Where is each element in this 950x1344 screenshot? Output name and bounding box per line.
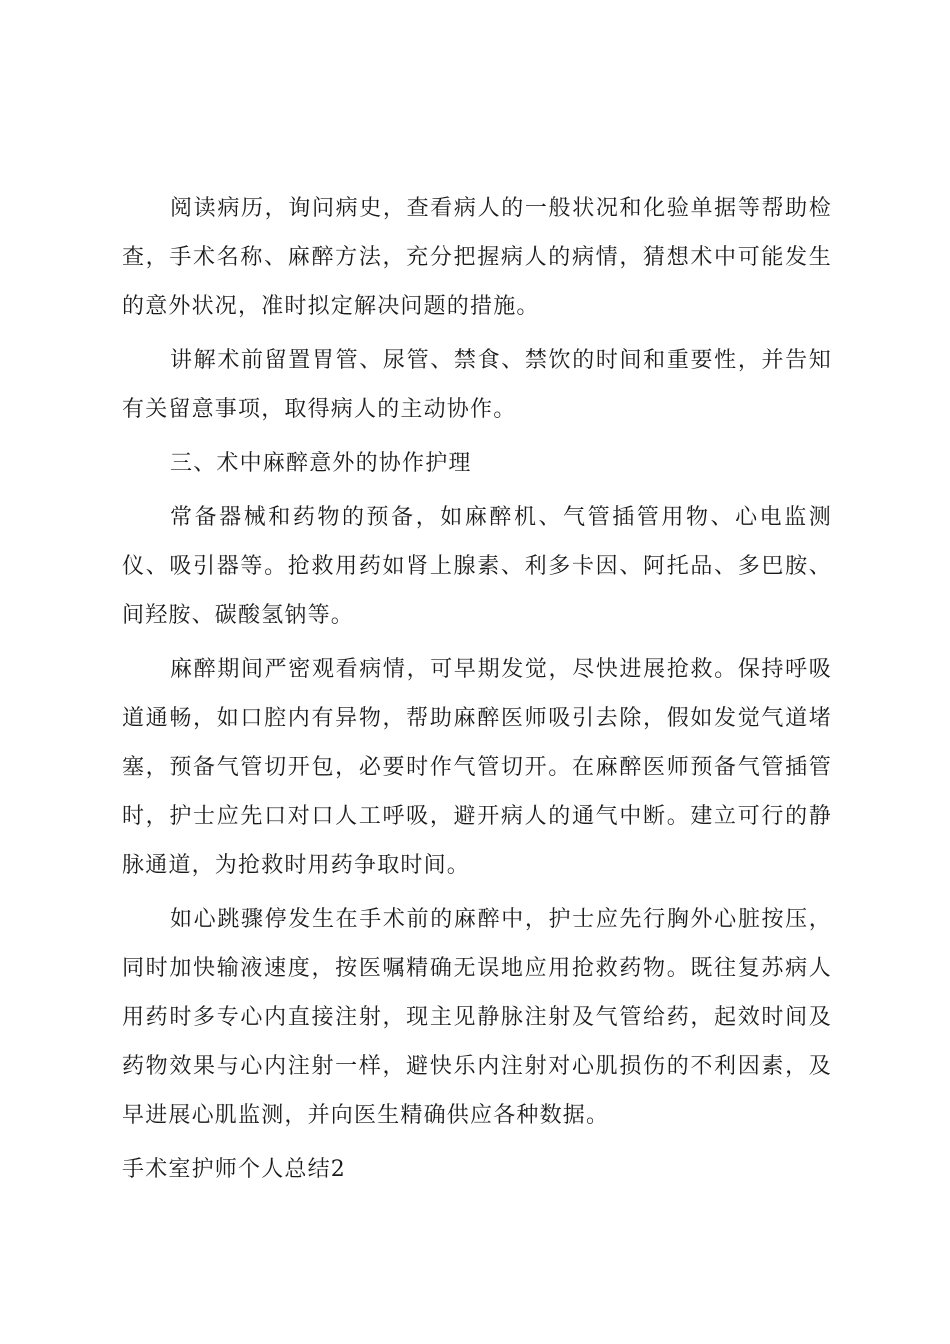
paragraph-cardiac-arrest: 如心跳骤停发生在手术前的麻醉中，护士应先行胸外心脏按压，同时加快输液速度，按医嘱精确无误地应用抢救药物。既往复苏病人用药时多专心内直接注射，现主见静脉注射及气管给药，起效时间及药物效果与心内注射一样，避快乐内注射对心肌损伤的不利因素，及早进展心肌监测，并向医生精确供应各种数据。	[122, 907, 832, 1128]
paragraph-equipment-prep: 常备器械和药物的预备，如麻醉机、气管插管用物、心电监测仪、吸引器等。抢救用药如肾上腺素、利多卡因、阿托品、多巴胺、间羟胺、碳酸氢钠等。	[122, 505, 832, 628]
paragraph-monitoring: 麻醉期间严密观看病情，可早期发觉，尽快进展抢救。保持呼吸道通畅，如口腔内有异物，帮助麻醉医师吸引去除，假如发觉气道堵塞，预备气管切开包，必要时作气管切开。在麻醉医师预备气管插管时，护士应先口对口人工呼吸，避开病人的通气中断。建立可行的静脉通道，为抢救时用药争取时间。	[122, 657, 832, 878]
paragraph-preop-review: 阅读病历，询问病史，查看病人的一般状况和化验单据等帮助检查，手术名称、麻醉方法，充分把握病人的病情，猜想术中可能发生的意外状况，准时拟定解决问题的措施。	[122, 196, 832, 319]
document-body	[122, 184, 832, 1194]
paragraph-preop-explain: 讲解术前留置胃管、尿管、禁食、禁饮的时间和重要性，并告知有关留意事项，取得病人的主动协作。	[122, 348, 832, 422]
section-title-summary-2: 手术室护师个人总结2	[122, 1157, 346, 1182]
heading-intraop-care: 三、术中麻醉意外的协作护理	[170, 451, 472, 476]
